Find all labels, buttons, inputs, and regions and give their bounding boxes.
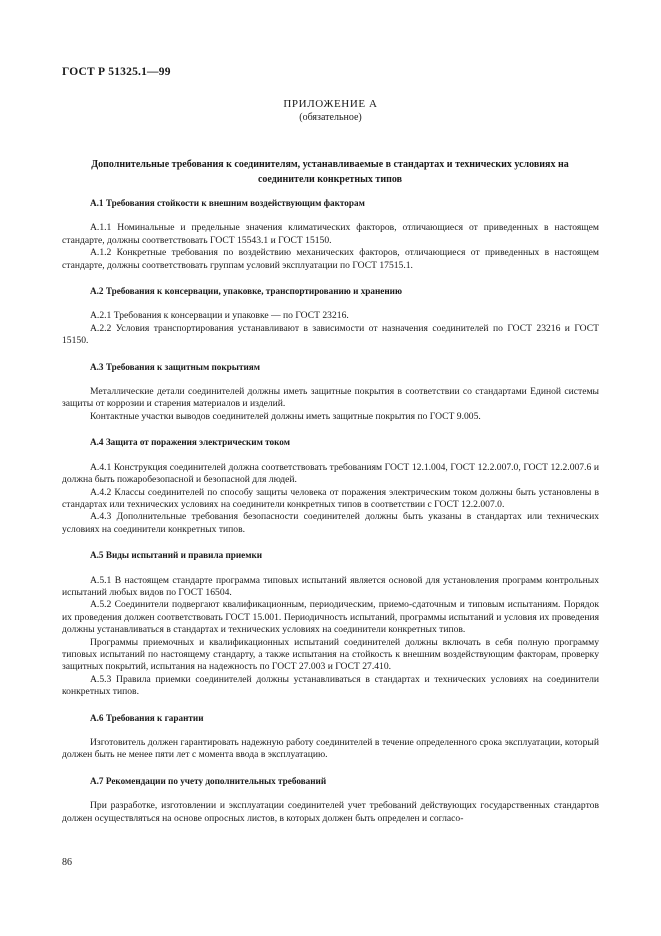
paragraph: А.4.3 Дополнительные требования безопасности соединителей должны быть указаны в стандартах или технических условиях на соединители конкретных типов. <box>62 511 599 535</box>
paragraph: А.5.3 Правила приемки соединителей должны устанавливаться в стандартах и технических условиях на соединители конкретных типов. <box>62 673 599 698</box>
document-code: ГОСТ Р 51325.1—99 <box>62 66 171 78</box>
section-heading-a4: А.4 Защита от поражения электрическим током <box>90 437 290 448</box>
section-heading-a2: А.2 Требования к консервации, упаковке, транспортированию и хранению <box>90 286 402 297</box>
appendix-title: ПРИЛОЖЕНИЕ А <box>283 98 378 110</box>
paragraph: Контактные участки выводов соединителей должны иметь защитные покрытия по ГОСТ 9.005. <box>90 410 481 422</box>
paragraph: А.2.1 Требования к консервации и упаковке — по ГОСТ 23216. <box>90 310 349 322</box>
section-spacer <box>62 272 599 285</box>
document-body <box>62 197 599 825</box>
main-heading: Дополнительные требования к соединителям, устанавливаемые в стандартах и технических условиях на соединители конкретных типов <box>91 159 569 185</box>
paragraph: А.1.1 Номинальные и предельные значения климатических факторов, отличающиеся от приведенных в настоящем стандарте, должны соответствовать ГОСТ 15543.1 и ГОСТ 15150. <box>62 222 599 246</box>
paragraph: А.2.2 Условия транспортирования устанавливают в зависимости от назначения соединителей по ГОСТ 23216 и ГОСТ 15150. <box>62 322 599 347</box>
paragraph: Металлические детали соединителей должны иметь защитные покрытия в соответствии со стандартами Единой системы защиты от коррозии и старения материалов и изделий. <box>62 386 599 410</box>
paragraph: А.4.1 Конструкция соединителей должна соответствовать требованиям ГОСТ 12.1.004, ГОСТ 12.2.007.0, ГОСТ 12.2.007.6 и должна быть пожаробезопасной и безопасной для людей. <box>62 461 599 486</box>
section-heading-a6: А.6 Требования к гарантии <box>90 712 204 723</box>
section-spacer <box>62 423 599 436</box>
section-heading-a1: А.1 Требования стойкости к внешним воздействующим факторам <box>90 198 365 208</box>
paragraph: А.4.2 Классы соединителей по способу защиты человека от поражения электрическим током должны быть установлены в стандартах или технических условиях на соединители конкретных типов в соответствии с ГОСТ 12.2.007.0. <box>62 486 599 510</box>
paragraph: А.1.2 Конкретные требования по воздействию механических факторов, отличающиеся от приведенных в настоящем стандарте, должны соответствовать группам условий эксплуатации по ГОСТ 17515.1. <box>62 247 599 271</box>
paragraph: Программы приемочных и квалификационных испытаний соединителей должны включать в себя полную программу типовых испытаний по настоящему стандарту, а также испытания на стойкость к внешним воздействующим факторам, проверку защитных покрытий, испытания на надежность по ГОСТ 27.003 и ГОСТ 27.410. <box>62 636 599 673</box>
paragraph: А.5.1 В настоящем стандарте программа типовых испытаний является основой для установления программ контрольных испытаний любых видов по ГОСТ 16504. <box>62 574 599 598</box>
paragraph: А.5.2 Соединители подвергают квалификационным, периодическим, приемо-сдаточным и типовым испытаниям. Порядок их проведения должен соответствовать ГОСТ 15.001. Периодичность испытаний, программы испытаний и условия их проведения должны устанавливаться в стандартах и технических условиях на соединители конкретных типов. <box>62 599 599 636</box>
page-number: 86 <box>62 857 72 868</box>
paragraph: При разработке, изготовлении и эксплуатации соединителей учет требований действующих государственных стандартов должен осуществляться на основе опросных листов, в которых должен быть определен и согласо- <box>62 800 599 824</box>
section-spacer <box>62 762 599 775</box>
section-heading-a3: А.3 Требования к защитным покрытиям <box>90 361 260 372</box>
section-heading-a5: А.5 Виды испытаний и правила приемки <box>90 550 263 561</box>
section-spacer <box>62 699 599 712</box>
section-heading-a7: А.7 Рекомендации по учету дополнительных требований <box>90 775 327 786</box>
section-spacer <box>62 348 599 361</box>
appendix-subtitle: (обязательное) <box>299 112 362 123</box>
section-spacer <box>62 536 599 549</box>
paragraph: Изготовитель должен гарантировать надежную работу соединителей в течение определенного срока эксплуатации, который должен быть не менее пяти лет с момента ввода в эксплуатацию. <box>62 737 599 761</box>
